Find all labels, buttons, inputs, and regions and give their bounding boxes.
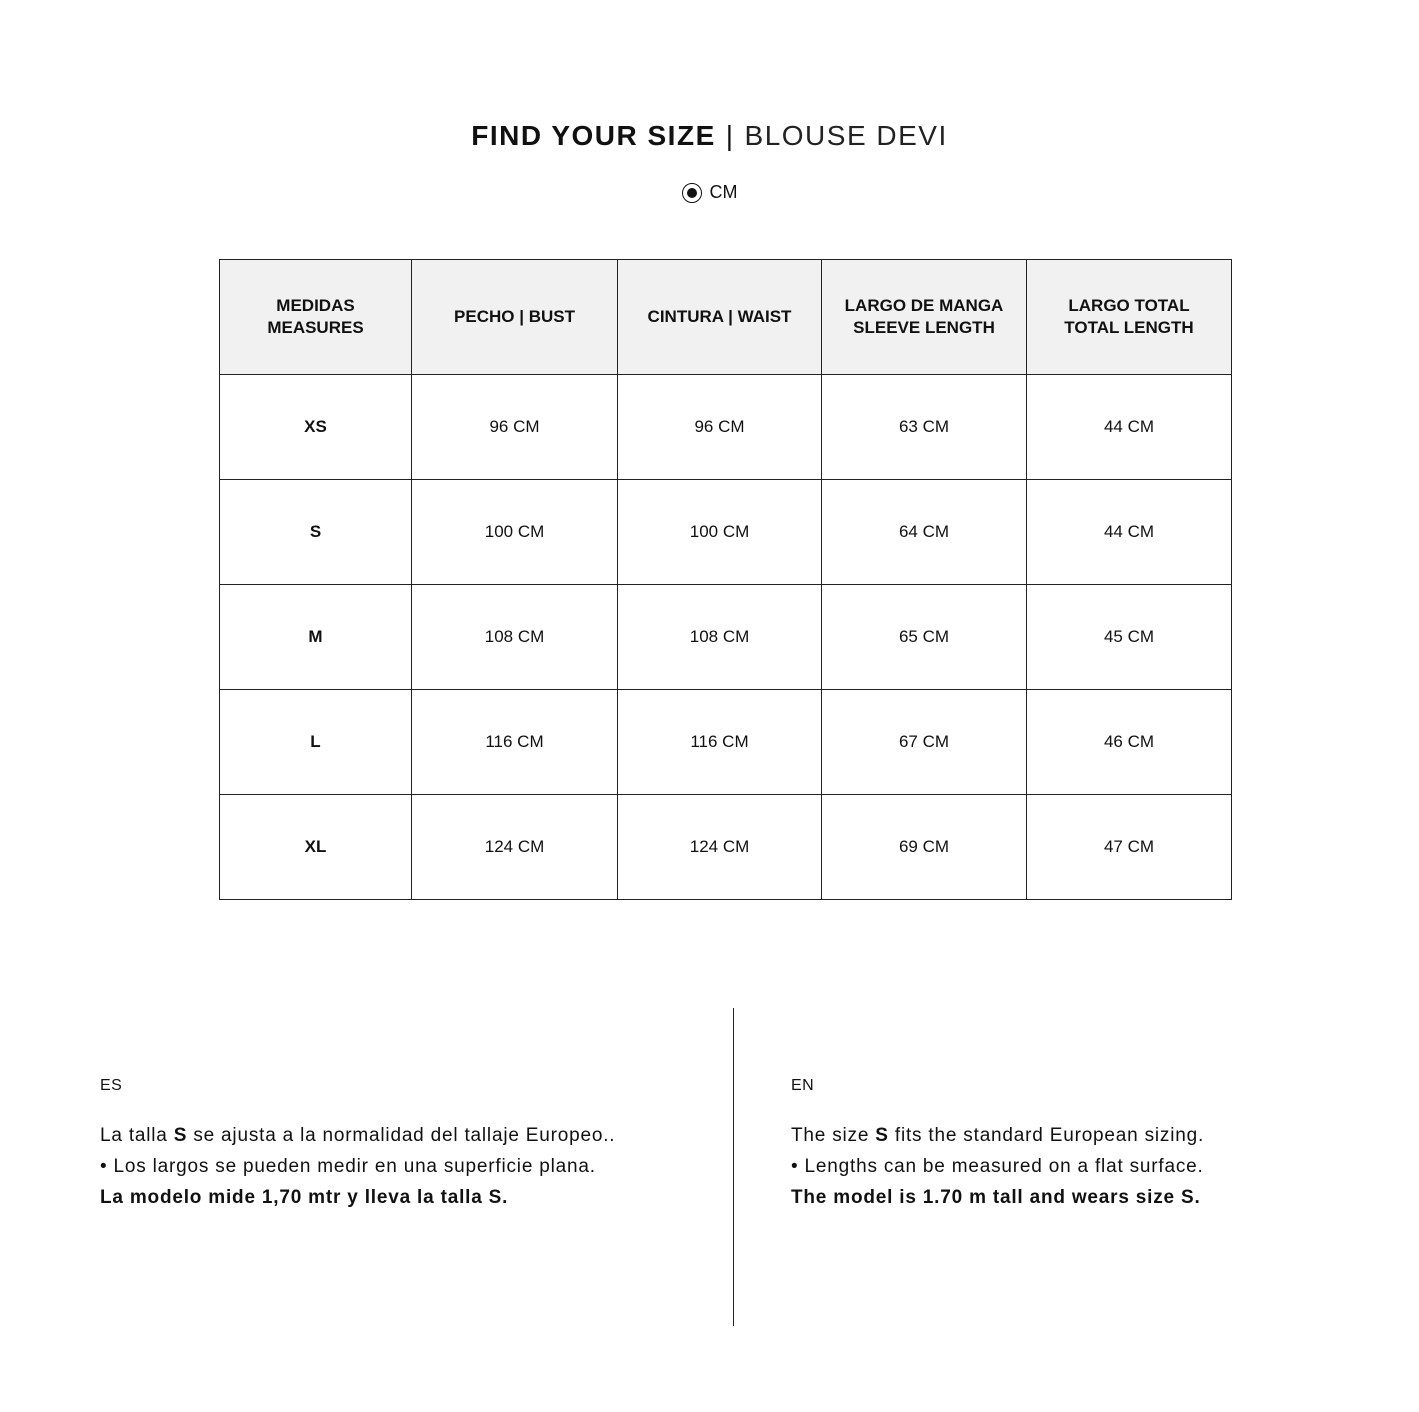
language-label-en: EN [791, 1077, 815, 1094]
size-cell: L [220, 690, 412, 795]
note-line-3: The model is 1.70 m tall and wears size S. [791, 1187, 1201, 1208]
header-line: SLEEVE LENGTH [853, 318, 995, 337]
bust-cell: 100 CM [412, 480, 618, 585]
table-header-row [220, 260, 1232, 375]
waist-cell: 116 CM [618, 690, 822, 795]
highlighted-size: S [173, 1125, 188, 1146]
waist-cell: 108 CM [618, 585, 822, 690]
title-main: FIND YOUR SIZE [471, 120, 716, 151]
header-line: LARGO DE MANGA [844, 296, 1004, 315]
header-sleeve-length [822, 260, 1027, 375]
sleeve-length-cell: 65 CM [822, 585, 1027, 690]
sleeve-length-cell: 64 CM [822, 480, 1027, 585]
note-line-1 [791, 1120, 1391, 1151]
total-length-cell: 44 CM [1027, 480, 1232, 585]
waist-cell: 124 CM [618, 795, 822, 900]
waist-cell: 100 CM [618, 480, 822, 585]
page-title [0, 120, 1419, 152]
note-line-1 [100, 1120, 700, 1151]
header-total-length [1027, 260, 1232, 375]
waist-cell: 96 CM [618, 375, 822, 480]
size-chart-table [219, 259, 1232, 900]
note-line-2: • Lengths can be measured on a flat surface. [791, 1156, 1204, 1177]
total-length-cell: 46 CM [1027, 690, 1232, 795]
sleeve-length-cell: 67 CM [822, 690, 1027, 795]
highlighted-size: S [875, 1125, 889, 1146]
bust-cell: 124 CM [412, 795, 618, 900]
unit-label: CM [709, 182, 738, 202]
note-english [791, 1076, 1391, 1213]
header-line: MEDIDAS [276, 296, 355, 315]
note-text: The size [791, 1125, 876, 1146]
note-line-3: La modelo mide 1,70 mtr y lleva la talla S. [100, 1187, 509, 1208]
bust-cell: 96 CM [412, 375, 618, 480]
size-cell: XL [220, 795, 412, 900]
radio-selected-dot-icon [687, 188, 697, 198]
note-line-2: • Los largos se pueden medir en una superficie plana. [100, 1156, 596, 1177]
table-row [220, 690, 1232, 795]
note-text: fits the standard European sizing. [888, 1125, 1205, 1146]
header-line: LARGO TOTAL [1068, 296, 1190, 315]
header-line: CINTURA | WAIST [647, 307, 792, 326]
size-cell: M [220, 585, 412, 690]
table-row [220, 795, 1232, 900]
header-line: PECHO | BUST [454, 307, 575, 326]
note-text: La talla [100, 1125, 174, 1146]
header-measures [220, 260, 412, 375]
header-line: MEASURES [267, 318, 364, 337]
unit-radio-cm[interactable] [682, 183, 702, 203]
bust-cell: 116 CM [412, 690, 618, 795]
header-bust [412, 260, 618, 375]
sleeve-length-cell: 69 CM [822, 795, 1027, 900]
bust-cell: 108 CM [412, 585, 618, 690]
unit-selector[interactable] [0, 182, 1419, 203]
table-row [220, 480, 1232, 585]
language-label-es: ES [100, 1077, 123, 1094]
note-spanish [100, 1076, 700, 1213]
column-divider [733, 1008, 734, 1326]
total-length-cell: 45 CM [1027, 585, 1232, 690]
table-row [220, 585, 1232, 690]
sleeve-length-cell: 63 CM [822, 375, 1027, 480]
total-length-cell: 47 CM [1027, 795, 1232, 900]
note-text: se ajusta a la normalidad del tallaje Europeo.. [187, 1125, 616, 1146]
header-waist [618, 260, 822, 375]
size-cell: XS [220, 375, 412, 480]
total-length-cell: 44 CM [1027, 375, 1232, 480]
header-line: TOTAL LENGTH [1064, 318, 1194, 337]
title-separator: | [725, 120, 735, 151]
table-row [220, 375, 1232, 480]
size-cell: S [220, 480, 412, 585]
product-name: BLOUSE DEVI [744, 120, 948, 151]
